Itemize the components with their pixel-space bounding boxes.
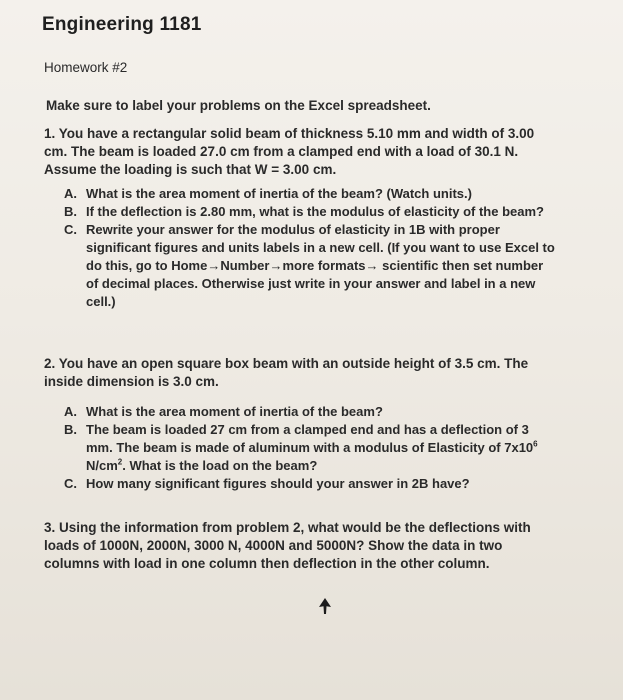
exponent-2: 2 [117, 457, 123, 467]
problem-1 [44, 125, 599, 311]
part-text: If the deflection is 2.80 mm, what is the modulus of elasticity of the beam? [86, 204, 544, 219]
part-letter: C. [64, 222, 77, 237]
part-text-before: The beam is loaded 27 cm from a clamped end and has a deflection of 3 mm. The beam is made of aluminum with a modulus of Elasticity of 7x10 [86, 422, 534, 455]
part-letter: B. [64, 422, 77, 437]
part-text [86, 421, 556, 475]
problem-3-statement: 3. Using the information from problem 2, what would be the deflections with loads of 1000N, 2000N, 3000 N, 4000N and 5000N? Show the data in two columns with load in one column then deflection in the other column. [44, 520, 531, 571]
problem-1-part-c [64, 221, 599, 311]
problem-1-statement: 1. You have a rectangular solid beam of thickness 5.10 mm and width of 3.00 cm. The beam is loaded 27.0 cm from a clamped end with a load of 30.1 N. Assume the loading is such that W = 3.00 cm. [44, 126, 535, 177]
part-letter: C. [64, 476, 77, 491]
homework-label: Homework #2 [44, 60, 128, 75]
part-letter: B. [64, 204, 77, 219]
problem-1-parts [64, 185, 599, 311]
part-text: What is the area moment of inertia of the beam? (Watch units.) [86, 186, 472, 201]
instruction-text: Make sure to label your problems on the Excel spreadsheet. [46, 98, 431, 113]
part-text: How many significant figures should your answer in 2B have? [86, 476, 470, 491]
part-text-after: . What is the load on the beam? [122, 458, 318, 473]
part-letter: A. [64, 404, 77, 419]
problem-1-part-a [64, 185, 599, 203]
part-text: What is the area moment of inertia of the beam? [86, 404, 383, 419]
problem-3 [44, 519, 599, 573]
exponent-6: 6 [533, 439, 538, 449]
problem-1-part-b [64, 203, 599, 221]
part-text: Rewrite your answer for the modulus of elasticity in 1B with proper significant figures and units labels in a new cell. (If you want to use Excel to do this, go to Home→Number→more formats→ scientific then set number of decimal places. Otherwise just write in your answer and label in a new cell.) [86, 222, 555, 309]
mouse-pointer-icon [318, 598, 332, 614]
problem-2-part-c [64, 475, 599, 493]
problem-2-statement: 2. You have an open square box beam with an outside height of 3.5 cm. The inside dimension is 3.0 cm. [44, 356, 529, 389]
page-title: Engineering 1181 [42, 14, 202, 35]
unit-text: N/cm [86, 458, 118, 473]
problem-2-parts [64, 403, 599, 493]
part-letter: A. [64, 186, 77, 201]
problem-2-part-b [64, 421, 599, 475]
problem-2-part-a [64, 403, 599, 421]
problem-2 [44, 355, 599, 493]
